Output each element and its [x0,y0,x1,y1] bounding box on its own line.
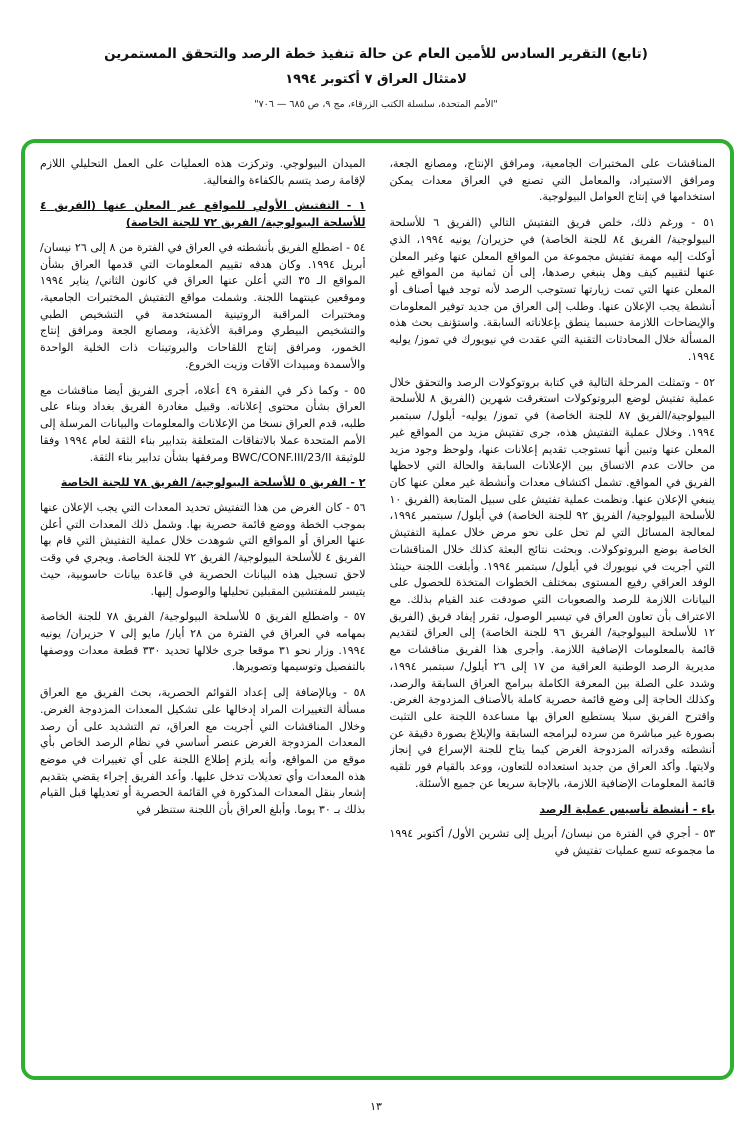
body-paragraph: ٥٤ - اضطلع الفريق بأنشطته في العراق في الفترة من ٨ إلى ٢٦ نيسان/ أبريل ١٩٩٤. وكان هدفه تقييم المعلومات التي قدمها العراق بشأن المواقع الـ ٣٥ التي أعلن عنها العراق في كانون الثاني/ يناير ١٩٩٤ وموقعين عينتهما اللجنة. وشملت مواقع التفتيش المختبرات الجامعية، ومختبرات المراقبة الروتينية المستخدمة في التشخيص الطبي والتشخيص البيطري ومراقبة الأغذية، ومصانع الجعة ومرافق إنتاج الخمور، ومرافق إنتاج اللقاحات والبروتينات ذات الخلية الواحدة والأسمدة ومبيدات الآفات وزيت الخروع. [40,240,366,371]
body-paragraph: ٥٣ - أجري في الفترة من نيسان/ أبريل إلى تشرين الأول/ أكتوبر ١٩٩٤ ما مجموعه تسع عمليات تفتيش في [389,827,715,858]
body-paragraph: ٥٥ - وكما ذكر في الفقرة ٤٩ أعلاه، أجرى الفريق أيضا مناقشات مع العراق بشأن محتوى إعلاناته. وقبيل مغادرة الفريق بغداد وبناء على طلبه، قدم العراق نسخا من الإعلانات والمعلومات والبيانات المرسلة إلى الأمم المتحدة عملا بالاتفاقات المتعلقة بتدابير بناء الثقة لعام ١٩٩٤ وفقا للوثيقة BWC/CONF.III/23/II ومرفقها بشأن تدابير بناء الثقة. [40,383,366,464]
source-citation: "الأمم المتحدة، سلسلة الكتب الزرقاء، مج ٩، ص ٦٨٥ — ٧٠٦" [254,99,498,110]
body-paragraph: ٥٦ - كان الغرض من هذا التفتيش تحديد المعدات التي يجب الإعلان عنها بموجب الخطة ووضع قائمة حصرية بها. وشمل ذلك المعدات التي أعلن عنها العراق أو المواقع التي شوهدت خلال عملية التفتيش التي قام بها الفريق ٤ للأسلحة البيولوجية/ الفريق ٧٢ للجنة الخاصة. ويجري في وقت لاحق تسجيل هذه البيانات الحصرية في قاعدة بيانات حاسوبية، حيث يتيسر للمفتشين المقبلين تحليلها والوصول إليها. [40,500,366,598]
page-footer [0,1095,752,1114]
column-right [390,156,716,1066]
body-paragraph: ٥١ - ورغم ذلك، خلص فريق التفتيش التالي (الفريق ٦ للأسلحة البيولوجية/ الفريق ٨٤ للجنة الخاصة) في حزيران/ يونيه ١٩٩٤، الذي أوكلت إليه مهمة تفتيش مجموعة من المواقع المعلن عنها وغير المعلن عنها لتقييم كيف وهل ينبغي رصدها، إلى أن ثمانية من المواقع غير المعلن عنها التي تمت زيارتها تستوجب الرصد لأنه توجد فيها أصناف أو أنشطة يجب الإعلان عنها. وطلب إلى العراق من جديد توفير المعلومات والإيضاحات اللازمة حسبما ينطق بإعلاناته السابقة. واستؤنف بحث هذه المسألة خلال المحادثات التقنية التي عقدت في نيويورك في تموز/ يوليه ١٩٩٤. [389,216,715,363]
body-paragraph: ٥٧ - واضطلع الفريق ٥ للأسلحة البيولوجية/ الفريق ٧٨ للجنة الخاصة بمهامه في العراق في الفترة من ٢٨ أيار/ مايو إلى ٧ حزيران/ يونيه ١٩٩٤. وزار نحو ٣١ موقعا جرى خلالها تحديد ٣٣٠ قطعة معدات ووصفها بالتفصيل وتوسيمها وتصويرها. [40,610,366,674]
highlighted-content-box [21,139,734,1080]
report-title-line2: لامتثال العراق ٧ أكتوبر ١٩٩٤ [285,72,467,87]
two-column-layout [40,156,715,1066]
section-heading: باء - أنشطة تأسيس عملية الرصد [539,802,715,816]
section-heading: ١ - التفتيش الأولي للمواقع غير المعلن عنها (الفريق ٤ للأسلحة البيولوجية/ الفريق ٧٢ للجنة الخاصة) [40,199,366,230]
document-header [0,0,752,110]
body-paragraph: الميدان البيولوجي. وتركزت هذه العمليات على العمل التحليلي اللازم لإقامة رصد يتسم بالكفاءة والفعالية. [40,157,366,187]
body-paragraph: المناقشات على المختبرات الجامعية، ومرافق الإنتاج، ومصانع الجعة، ومرافق الاستيراد، والمعامل التي تصنع في العراق معدات يمكن استخدامها في إنتاج العوامل البيولوجية. [389,157,715,204]
page-number: ١٣ [370,1100,382,1113]
report-title-line1: (تابع) التقرير السادس للأمين العام عن حالة تنفيذ خطة الرصد والتحقق المستمرين [104,46,648,62]
column-left [40,156,366,1066]
body-paragraph: ٥٨ - وبالإضافة إلى إعداد القوائم الحصرية، بحث الفريق مع العراق مسألة التغييرات المراد إدخالها على تشكيل المعدات المزدوجة الغرض. وخلال المناقشات التي أجريت مع العراق، تم التشديد على أن رصد المعدات المزدوجة الغرض عنصر أساسي في نظام الرصد الخاص بأي موقع من المواقع، وأنه يلزم إطلاع اللجنة على أي تغييرات في موضع هذه المعدات وأي تعديلات تدخل عليها. وأعد الفريق إجراء يقضي بتقديم إشعار بنقل المعدات المذكورة في القائمة الحصرية أو تعديلها قبل القيام بذلك بـ ٣٠ يوما. وأبلغ العراق بأن اللجنة ستنظر في [40,686,366,817]
body-paragraph: ٥٢ - وتمثلت المرحلة التالية في كتابة بروتوكولات الرصد والتحقق خلال عملية تفتيش لوضع البروتوكولات استغرقت شهرين (الفريق ٨ للأسلحة البيولوجية/الفريق ٨٧ للجنة الخاصة) في تموز/ يوليه- أيلول/ سبتمبر ١٩٩٤. وخلال عملية التفتيش هذه، جرى تفتيش مزيد من المواقع غير المعلن عنها وتبين أنها تستوجب تقديم إعلانات عنها، ولوحظ وجود مزيد من حالات عدم الاتساق بين الإعلانات السابقة والحالة التي لاحظها الفريق في المواقع. تشمل اكتشاف معدات وأنشطة غير معلن عنها كان ينبغي الإعلان عنها. ونظمت عملية تفتيش على سبيل المتابعة (الفريق ١٠ للأسلحة البيولوجية/ الفريق ٩٢ للجنة الخاصة) في أيلول/ سبتمبر ١٩٩٤، لمعالجة المسائل التي لم تحل على نحو مرض خلال عملية التفتيش الخاصة بوضع البروتوكولات. وبحثت نتائج البعثة كذلك خلال المناقشات التي أجريت في نيويورك في أيلول/ سبتمبر ١٩٩٤. وأبلغت اللجنة حينئذ الوفد العراقي رفيع المستوى بمختلف الخطوات المتخذة للحصول على البيانات اللازمة للرصد والصعوبات التي صودفت عند القيام بذلك. مع الاعتراف بأن تعاون العراق في تيسير الوصول، تقرر إيفاد فريق (الفريق ١٢ للأسلحة البيولوجية/ الفريق ٩٦ للجنة الخاصة) إلى العراق لتقديم قائمة بالمعلومات الإضافية اللازمة. وأجرى هذا الفريق مناقشات مع مديرية الرصد الوطنية العراقية من ١٧ إلى ٢٦ أيلول/ سبتمبر ١٩٩٤، وشدد على الصلة بين المعرفة الكاملة ببرامج العراق السابقة والرصد، وكذلك الحاجة إلى وضع قائمة حصرية كاملة بالأصناف المزدوجة الغرض. واقترح الفريق سبلا يستطيع العراق بها مساعدة اللجنة على التثبت بصورة غير مباشرة من سرده لبرامجه السابقة والإبلاغ بصورة دقيقة عن أنشطته وقدراته المزدوجة الغرض كيما يتاح للجنة الإسراع في إنجاز ولايتها. وأكد العراق من جديد استعداده للتعاون، ووعد بالقيام فور تلقيه قائمة المعلومات الإضافية اللازمة، بالإجابة سريعا عن جميع الأسئلة. [389,375,715,790]
section-heading: ٢ - الفريق ٥ للأسلحة البيولوجية/ الفريق ٧٨ للجنة الخاصة [60,476,366,490]
